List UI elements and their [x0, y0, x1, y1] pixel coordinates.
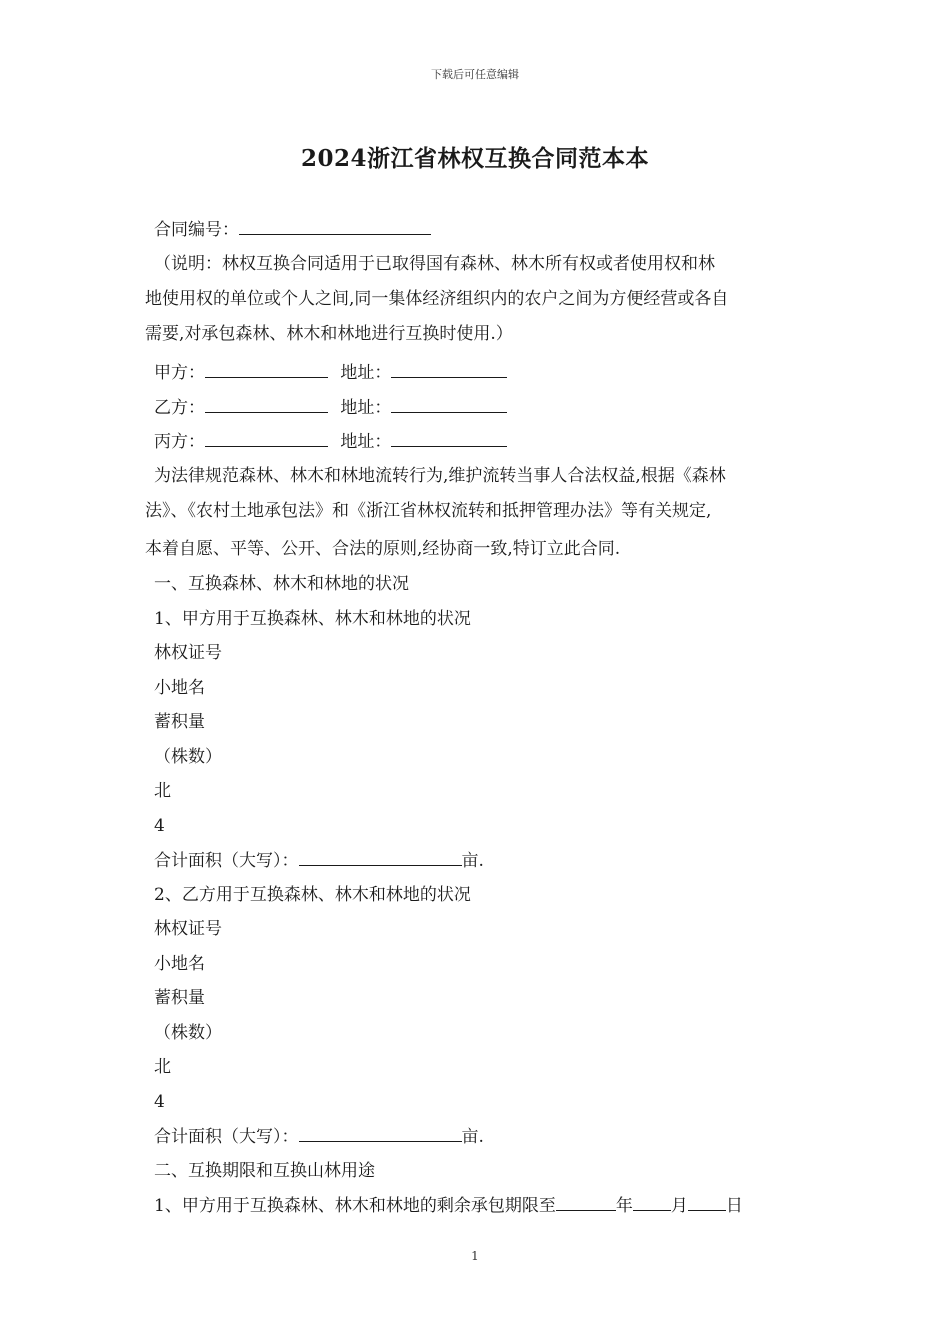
- party-b-total-area-line: [145, 1125, 834, 1148]
- section-1-heading: 一、互换森林、林木和林地的状况: [154, 574, 409, 594]
- party-c-address-label: 地址：: [340, 432, 392, 452]
- party-b-line: [145, 396, 834, 419]
- party-c-label: 丙方：: [154, 432, 205, 452]
- party-b-cert-label: 林权证号: [154, 919, 222, 939]
- explanation-line-3: 需要,对承包森林、林木和林地进行互换时使用.）: [145, 324, 513, 344]
- section-2-item-1-text: 1、甲方用于互换森林、林木和林地的剩余承包期限至: [154, 1196, 556, 1216]
- party-a-address-blank: [391, 361, 507, 378]
- party-a-line: [145, 361, 834, 384]
- preamble-line-3: 本着自愿、平等、公开、合法的原则,经协商一致,特订立此合同.: [145, 539, 621, 559]
- page-number: 1: [471, 1249, 479, 1263]
- party-a-total-area-blank: [299, 849, 462, 866]
- party-b-volume-label: 蓄积量: [154, 988, 205, 1008]
- party-b-four-label: 4: [154, 1092, 165, 1112]
- party-a-cert-label: 林权证号: [154, 643, 222, 663]
- party-b-total-area-label: 合计面积（大写）：: [154, 1127, 299, 1147]
- header-note: 下载后可任意编辑: [431, 68, 519, 81]
- preamble-line-2: 法》、《农村土地承包法》和《浙江省林权流转和抵押管理办法》等有关规定,: [145, 501, 712, 521]
- party-c-blank: [205, 430, 328, 447]
- party-b-land-heading: 2、乙方用于互换森林、林木和林地的状况: [154, 885, 471, 905]
- party-b-label: 乙方：: [154, 398, 205, 418]
- party-b-address-label: 地址：: [340, 398, 392, 418]
- party-a-north-label: 北: [154, 781, 171, 801]
- document-title: 2024浙江省林权互换合同范本本: [300, 145, 649, 172]
- preamble-line-1: 为法律规范森林、林木和林地流转行为,维护流转当事人合法权益,根据《森林: [154, 466, 726, 486]
- explanation-line-1: （说明：林权互换合同适用于已取得国有森林、林木所有权或者使用权和林: [154, 254, 715, 274]
- party-a-total-area-line: [145, 849, 834, 872]
- party-a-place-label: 小地名: [154, 678, 205, 698]
- year-blank: [556, 1194, 616, 1211]
- contract-number-label: 合同编号：: [154, 220, 239, 240]
- party-a-label: 甲方：: [154, 363, 205, 383]
- party-a-total-area-label: 合计面积（大写）：: [154, 851, 299, 871]
- party-a-count-label: （株数）: [154, 747, 222, 767]
- section-2-heading: 二、互换期限和互换山林用途: [154, 1161, 375, 1181]
- party-b-count-label: （株数）: [154, 1023, 222, 1043]
- month-blank: [633, 1194, 671, 1211]
- contract-number-blank: [239, 218, 431, 235]
- party-b-place-label: 小地名: [154, 954, 205, 974]
- party-a-four-label: 4: [154, 816, 165, 836]
- day-blank: [688, 1194, 726, 1211]
- party-b-address-blank: [391, 396, 507, 413]
- party-c-line: [145, 430, 834, 453]
- day-label: 日: [725, 1196, 743, 1216]
- section-2-item-1: [145, 1194, 834, 1217]
- party-b-total-area-blank: [299, 1125, 462, 1142]
- party-a-land-heading: 1、甲方用于互换森林、林木和林地的状况: [154, 609, 471, 629]
- contract-number-line: [145, 218, 834, 241]
- party-a-area-unit: 亩.: [461, 851, 484, 871]
- year-label: 年: [615, 1196, 633, 1216]
- party-a-address-label: 地址：: [340, 363, 392, 383]
- explanation-line-2: 地使用权的单位或个人之间,同一集体经济组织内的农户之间为方便经营或各自: [145, 289, 729, 309]
- party-b-north-label: 北: [154, 1057, 171, 1077]
- party-a-volume-label: 蓄积量: [154, 712, 205, 732]
- party-b-area-unit: 亩.: [461, 1127, 484, 1147]
- party-c-address-blank: [391, 430, 507, 447]
- month-label: 月: [670, 1196, 688, 1216]
- party-a-blank: [205, 361, 328, 378]
- party-b-blank: [205, 396, 328, 413]
